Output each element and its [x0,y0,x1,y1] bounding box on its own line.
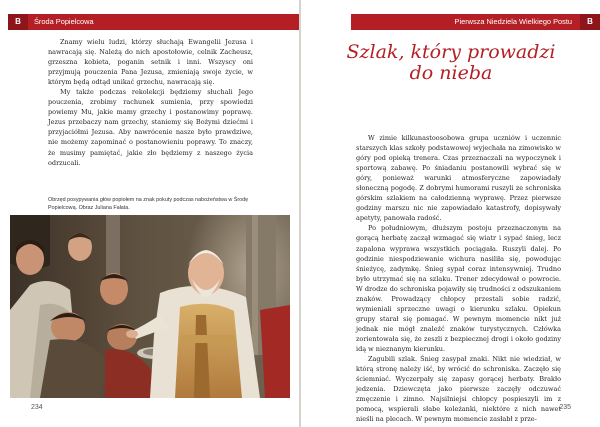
section-badge: B [580,14,600,30]
left-header-title: Środa Popielcowa [34,17,94,26]
left-page [0,0,299,427]
right-running-header [351,14,600,30]
section-badge: B [8,14,28,30]
left-body-text [48,37,253,168]
right-page [301,0,600,427]
chapter-title [341,42,561,84]
right-body-text [356,133,561,424]
paragraph: My także podczas rekolekcji będziemy słuchali Jego pouczenia, zrobimy rachunek sumienia, przy spowiedzi powiemy Mu, jakie mamy grzechy i postanowimy poprawę. Jezus przebaczy nam grzechy, staniemy się Bożymi dziećmi i przyjaciółmi Jezusa. Aby nawrócenie nasze było prawdziwe, nie możemy zapominać o postanowieniu poprawy. To znaczy, że musimy pamiętać, jakie zło będziemy z naszego życia odrzucali. [48,88,253,167]
paragraph: Po południowym, dłuższym postoju przeznaczonym na gorącą herbatę zaczął wzmagać się wiatr i sypać śnieg, lecz zapalona wyprawa wszystkich pociągała. Ruszyli dalej. Po godzinie niespodziewanie wichura nasiliła się, powodując śnieżycę, zadymkę. Śnieg sypał coraz intensywniej. Trudno było utrzymać się na szlaku. Trener zdecydował o powrocie. W drodze do schroniska pojawiły się trudności z odszukaniem znaków. Prowadzący chłopcy przestali sobie radzić, wymieniali sprzeczne uwagi o kierunku szlaku. Opiekun grupy starał się pomagać. W pewnym momencie nikt już jednak nie mógł znaleźć znaków turystycznych. Człówka zorientowała się, że zeszli z bezpiecznej drogi i około godziny idą w nieznanym kierunku. [356,224,561,353]
chapter-title-line: do nieba [409,62,493,84]
paragraph: Znamy wielu ludzi, którzy słuchają Ewangelii Jezusa i nawracają się. Należą do nich apostołowie, celnik Zacheusz, grzeszna kobieta, poganin setnik i inni. Wszyscy oni przyjmują pouczenia Pana Jezusa, zmieniają swoje życie, w którym będą odtąd unikać grzechu, nawracają się. [48,38,253,87]
image-caption: Obrzęd posypywania głów popiołem na znak pokuty podczas nabożeństwa w Środę Popielcową. Obraz Juliana Fałata. [48,197,249,211]
page-number: 234 [31,404,43,411]
right-header-title: Pierwsza Niedziela Wielkiego Postu [454,17,572,26]
paragraph: W zimie kilkunastoosobowa grupa uczniów i uczennic starszych klas szkoły podstawowej wyjechała na zimowisko w góry pod opieką trenera. Czas przeznaczali na wypoczynek i sportową zabawę. Po śniadaniu postanowili wybrać się w góry, ponieważ warunki atmosferyczne zapowiadały słoneczną pogodę. Z dobrymi humorami ruszyli ze schroniska górskim szlakiem na całodzienną wyprawę. Przez pierwsze godziny marszu nic nie zapowiadało katastrofy, dopisywały apetyty, panowała radość. [356,134,561,223]
paragraph: Zagubili szlak. Śnieg zasypał znaki. Nikt nie wiedział, w którą stronę należy iść, by wrócić do schroniska. Zaczęło się ściemniać. Wyczerpały się zapasy gorącej herbaty. Brakło jedzenia. Dziewczęta jako pierwsze zaczęły odczuwać zmęczenie i zimno. Najsilniejsi chłopcy pospieszyli im z pomocą, wspierali słabe koleżanki, niektóre z nich nawet nieśli na plecach. W pewnym momencie zasłabł z prze- [356,355,561,424]
chapter-title-line: Szlak, który prowadzi [346,41,556,63]
left-running-header [8,14,299,30]
painting-illustration [10,215,290,398]
painting-image [10,215,290,398]
page-number: 235 [559,404,571,411]
